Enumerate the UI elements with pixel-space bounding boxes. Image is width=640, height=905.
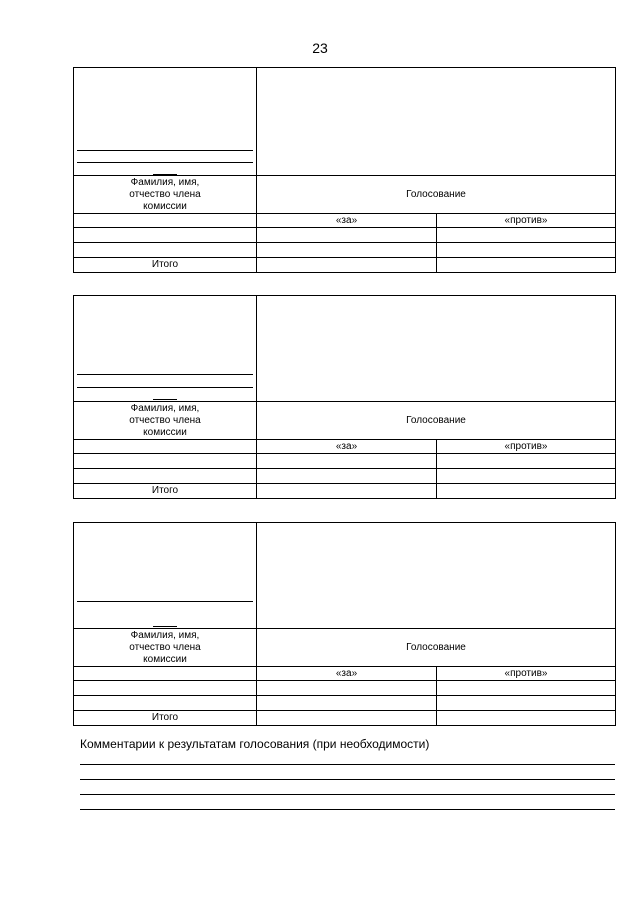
against-cell[interactable] xyxy=(437,454,616,469)
against-header: «против» xyxy=(437,214,616,228)
candidate-name-cell[interactable] xyxy=(74,296,257,402)
page-number: 23 xyxy=(312,40,328,56)
candidate-name-cell[interactable] xyxy=(74,68,257,176)
candidate-block-2 xyxy=(73,295,615,499)
candidate-blank-area xyxy=(257,296,616,402)
comment-line[interactable] xyxy=(80,764,615,765)
member-cell[interactable] xyxy=(74,667,257,681)
against-cell[interactable] xyxy=(437,469,616,484)
against-cell[interactable] xyxy=(437,228,616,243)
for-cell[interactable] xyxy=(257,469,437,484)
for-cell[interactable] xyxy=(257,243,437,258)
member-cell[interactable] xyxy=(74,440,257,454)
for-cell[interactable] xyxy=(257,454,437,469)
voting-table-1 xyxy=(73,67,616,273)
comment-line[interactable] xyxy=(80,779,615,780)
candidate-blank-area xyxy=(257,523,616,629)
against-header: «против» xyxy=(437,440,616,454)
voting-table-3 xyxy=(73,522,616,726)
total-label: Итого xyxy=(74,711,257,726)
against-total-cell[interactable] xyxy=(437,711,616,726)
for-total-cell[interactable] xyxy=(257,484,437,499)
for-total-cell[interactable] xyxy=(257,258,437,273)
candidate-block-1 xyxy=(73,67,615,273)
for-header: «за» xyxy=(257,667,437,681)
member-cell[interactable] xyxy=(74,696,257,711)
member-name-header: Фамилия, имя, отчество члена комиссии xyxy=(74,402,257,440)
member-cell[interactable] xyxy=(74,214,257,228)
voting-header: Голосование xyxy=(257,629,616,667)
against-total-cell[interactable] xyxy=(437,484,616,499)
comment-line[interactable] xyxy=(80,809,615,810)
voting-header: Голосование xyxy=(257,402,616,440)
voting-header: Голосование xyxy=(257,176,616,214)
against-header: «против» xyxy=(437,667,616,681)
member-name-header: Фамилия, имя, отчество члена комиссии xyxy=(74,176,257,214)
member-cell[interactable] xyxy=(74,681,257,696)
comment-line[interactable] xyxy=(80,794,615,795)
member-cell[interactable] xyxy=(74,228,257,243)
voting-table-2 xyxy=(73,295,616,499)
against-cell[interactable] xyxy=(437,681,616,696)
for-cell[interactable] xyxy=(257,696,437,711)
for-cell[interactable] xyxy=(257,228,437,243)
member-name-header: Фамилия, имя, отчество члена комиссии xyxy=(74,629,257,667)
for-header: «за» xyxy=(257,440,437,454)
candidate-blank-area xyxy=(257,68,616,176)
member-cell[interactable] xyxy=(74,454,257,469)
candidate-block-3 xyxy=(73,522,615,726)
against-cell[interactable] xyxy=(437,243,616,258)
total-label: Итого xyxy=(74,484,257,499)
for-header: «за» xyxy=(257,214,437,228)
candidate-name-cell[interactable] xyxy=(74,523,257,629)
for-cell[interactable] xyxy=(257,681,437,696)
against-cell[interactable] xyxy=(437,696,616,711)
comments-label: Комментарии к результатам голосования (при необходимости) xyxy=(80,737,430,751)
member-cell[interactable] xyxy=(74,469,257,484)
for-total-cell[interactable] xyxy=(257,711,437,726)
member-cell[interactable] xyxy=(74,243,257,258)
total-label: Итого xyxy=(74,258,257,273)
against-total-cell[interactable] xyxy=(437,258,616,273)
